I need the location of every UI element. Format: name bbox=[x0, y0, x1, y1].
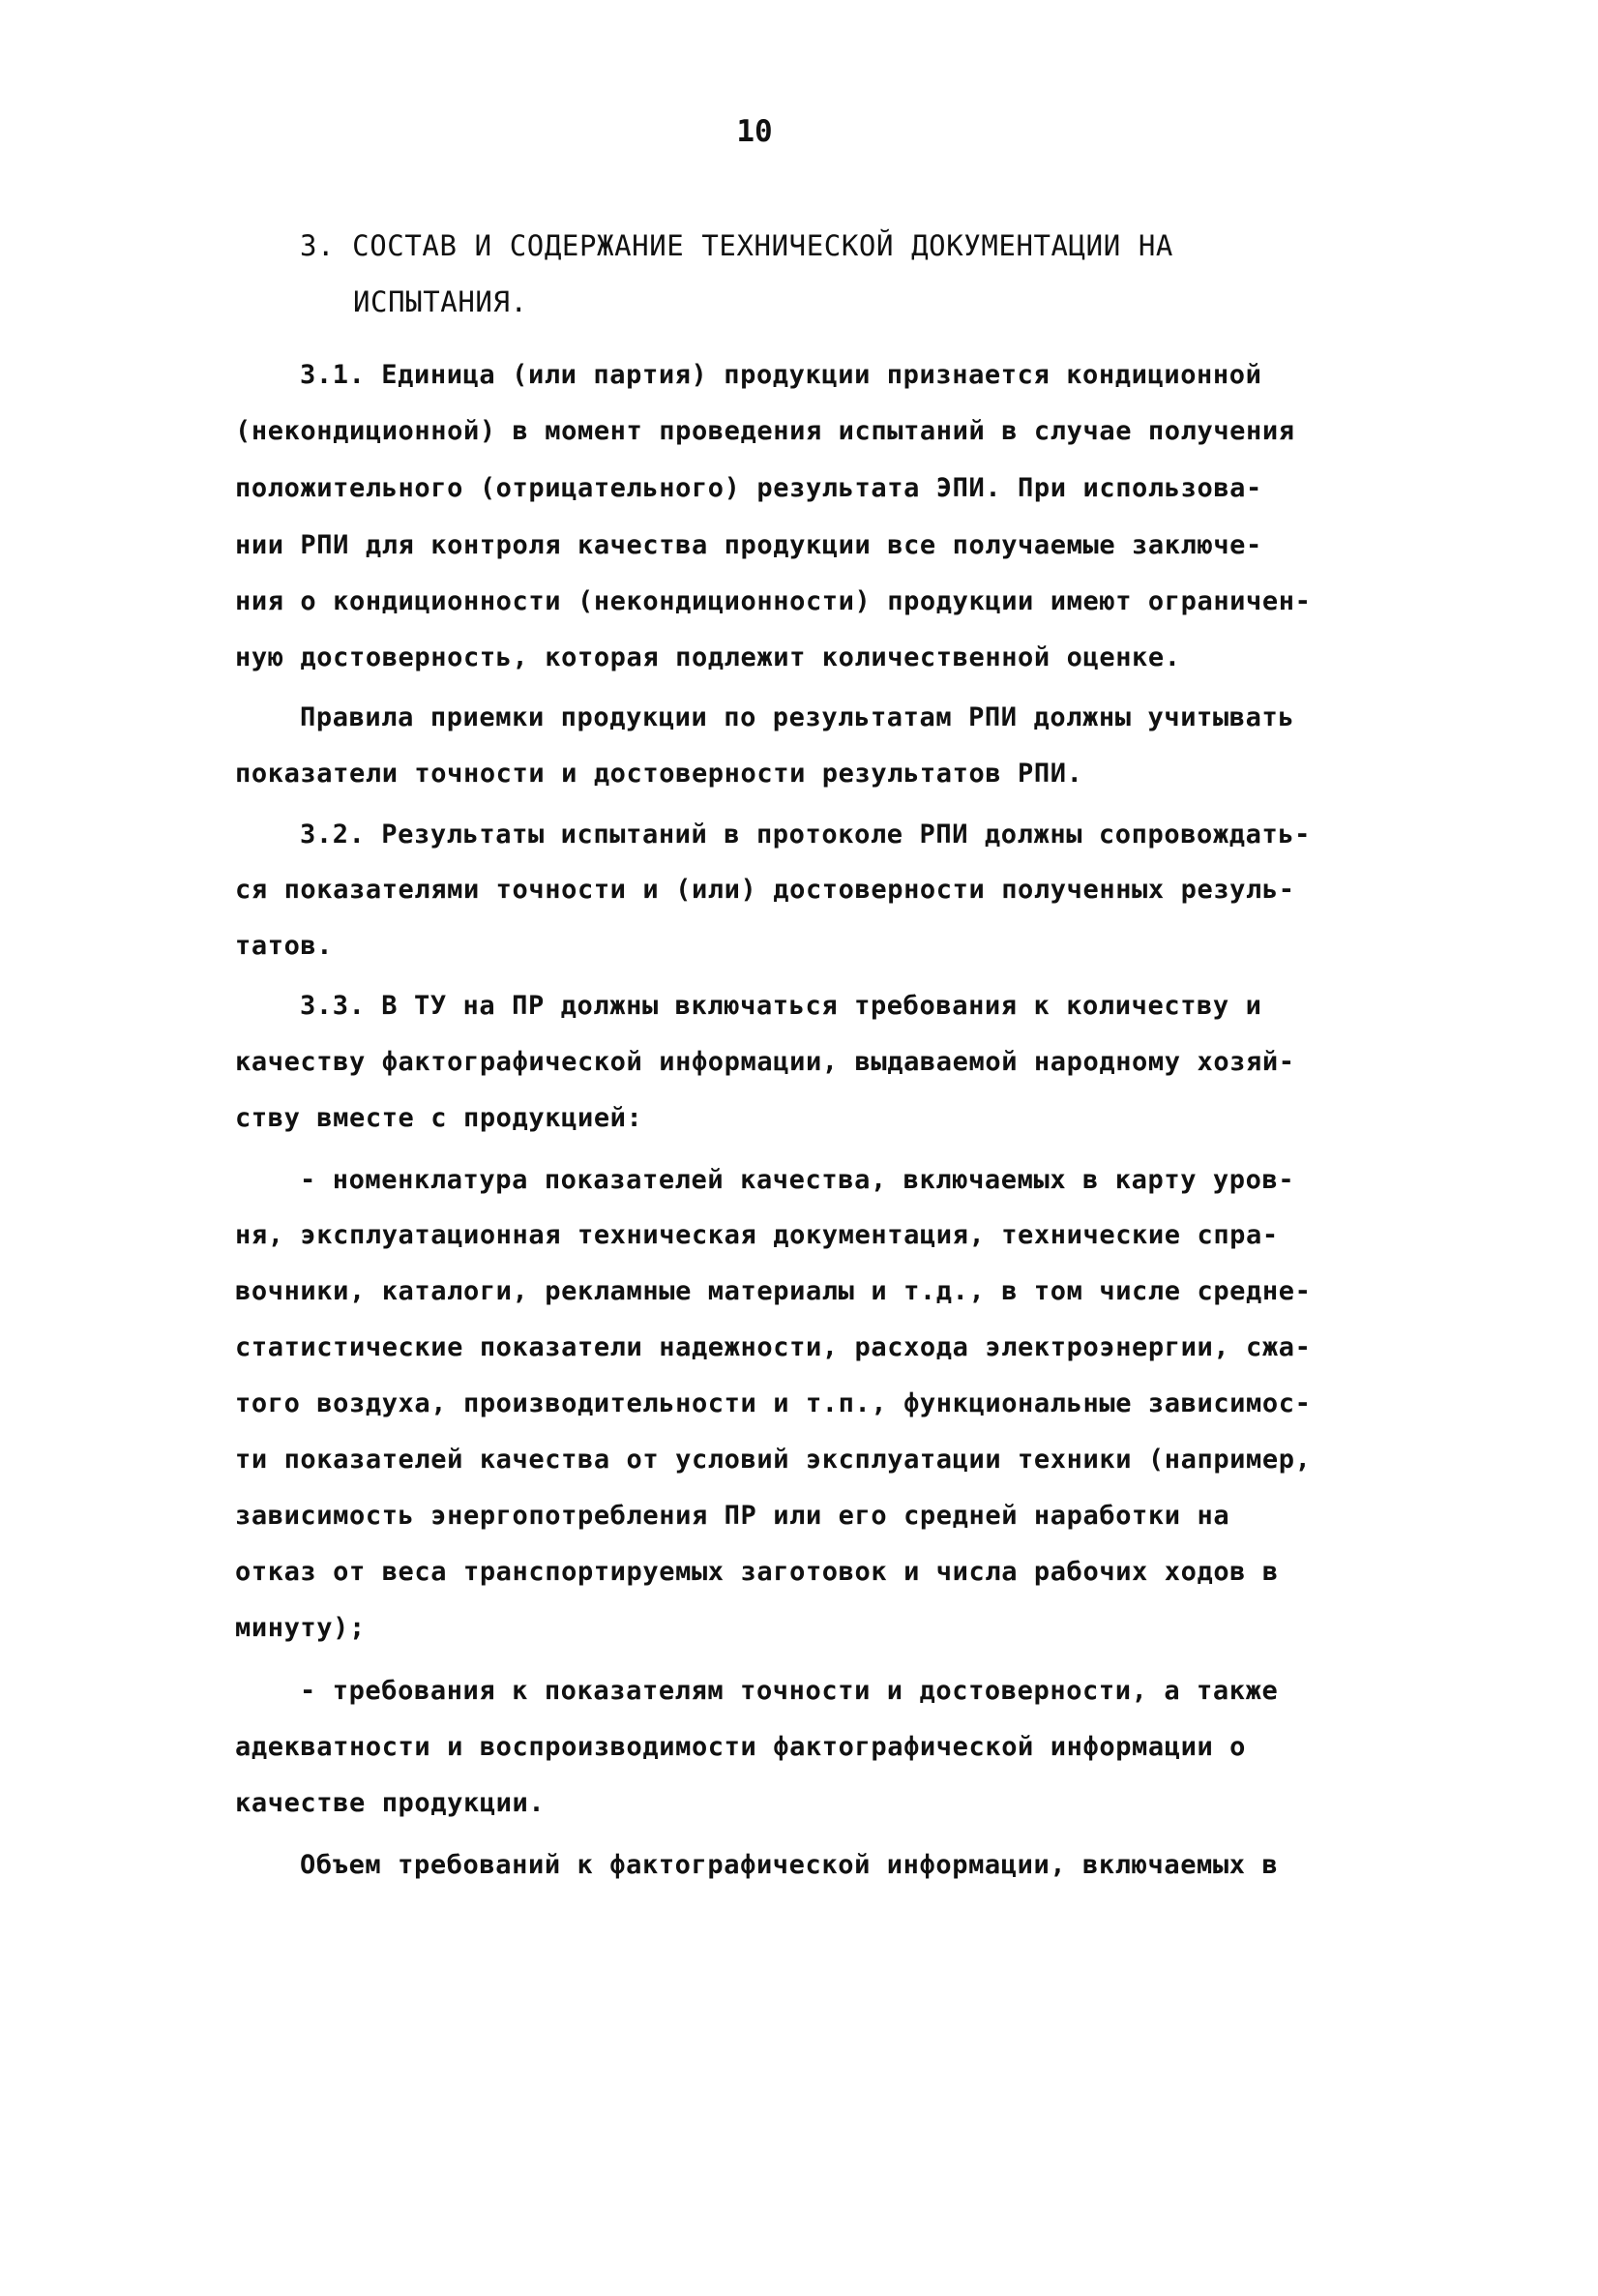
paragraph-line: положительного (отрицательного) результата ЭПИ. При использова- bbox=[235, 473, 1262, 503]
paragraph-line: качестве продукции. bbox=[235, 1788, 546, 1818]
paragraph-line: 3.3. В ТУ на ПР должны включаться требования к количеству и bbox=[300, 991, 1262, 1021]
paragraph-line: ству вместе с продукцией: bbox=[235, 1103, 643, 1133]
page-number: 10 bbox=[736, 114, 773, 149]
paragraph-line: ся показателями точности и (или) достоверности полученных резуль- bbox=[235, 875, 1295, 905]
paragraph-line: 3.2. Результаты испытаний в протоколе РПИ должны сопровождать- bbox=[300, 820, 1312, 850]
paragraph-line: качеству фактографической информации, выдаваемой народному хозяй- bbox=[235, 1047, 1295, 1077]
paragraph-line: - номенклатура показателей качества, включаемых в карту уров- bbox=[300, 1165, 1295, 1195]
paragraph-line: ния о кондиционности (некондиционности) продукции имеют ограничен- bbox=[235, 586, 1312, 616]
paragraph-line: - требования к показателям точности и достоверности, а также bbox=[300, 1676, 1279, 1706]
paragraph-line: ти показателей качества от условий эксплуатации техники (например, bbox=[235, 1445, 1312, 1475]
paragraph-line: ня, эксплуатационная техническая документация, технические спра- bbox=[235, 1220, 1279, 1250]
paragraph-line: того воздуха, производительности и т.п., функциональные зависимос- bbox=[235, 1388, 1312, 1418]
paragraph-line: татов. bbox=[235, 931, 334, 961]
paragraph-line: вочники, каталоги, рекламные материалы и т.д., в том числе средне- bbox=[235, 1276, 1312, 1306]
paragraph-line: (некондиционной) в момент проведения испытаний в случае получения bbox=[235, 416, 1295, 446]
section-heading-line-1: 3. СОСТАВ И СОДЕРЖАНИЕ ТЕХНИЧЕСКОЙ ДОКУМЕНТАЦИИ НА bbox=[300, 229, 1173, 262]
paragraph-line: ную достоверность, которая подлежит количественной оценке. bbox=[235, 642, 1181, 672]
paragraph-line: 3.1. Единица (или партия) продукции признается кондиционной bbox=[300, 360, 1262, 390]
paragraph-line: показатели точности и достоверности результатов РПИ. bbox=[235, 759, 1083, 789]
paragraph-line: Правила приемки продукции по результатам РПИ должны учитывать bbox=[300, 702, 1295, 732]
paragraph-line: нии РПИ для контроля качества продукции все получаемые заключе- bbox=[235, 530, 1262, 560]
section-heading-line-2: ИСПЫТАНИЯ. bbox=[353, 285, 528, 318]
paragraph-line: зависимость энергопотребления ПР или его средней наработки на bbox=[235, 1501, 1230, 1531]
paragraph-line: отказ от веса транспортируемых заготовок и числа рабочих ходов в bbox=[235, 1557, 1279, 1587]
paragraph-line: Объем требований к фактографической информации, включаемых в bbox=[300, 1850, 1279, 1880]
paragraph-line: статистические показатели надежности, расхода электроэнергии, сжа- bbox=[235, 1332, 1312, 1362]
paragraph-line: адекватности и воспроизводимости фактографической информации о bbox=[235, 1732, 1247, 1762]
paragraph-line: минуту); bbox=[235, 1613, 366, 1643]
